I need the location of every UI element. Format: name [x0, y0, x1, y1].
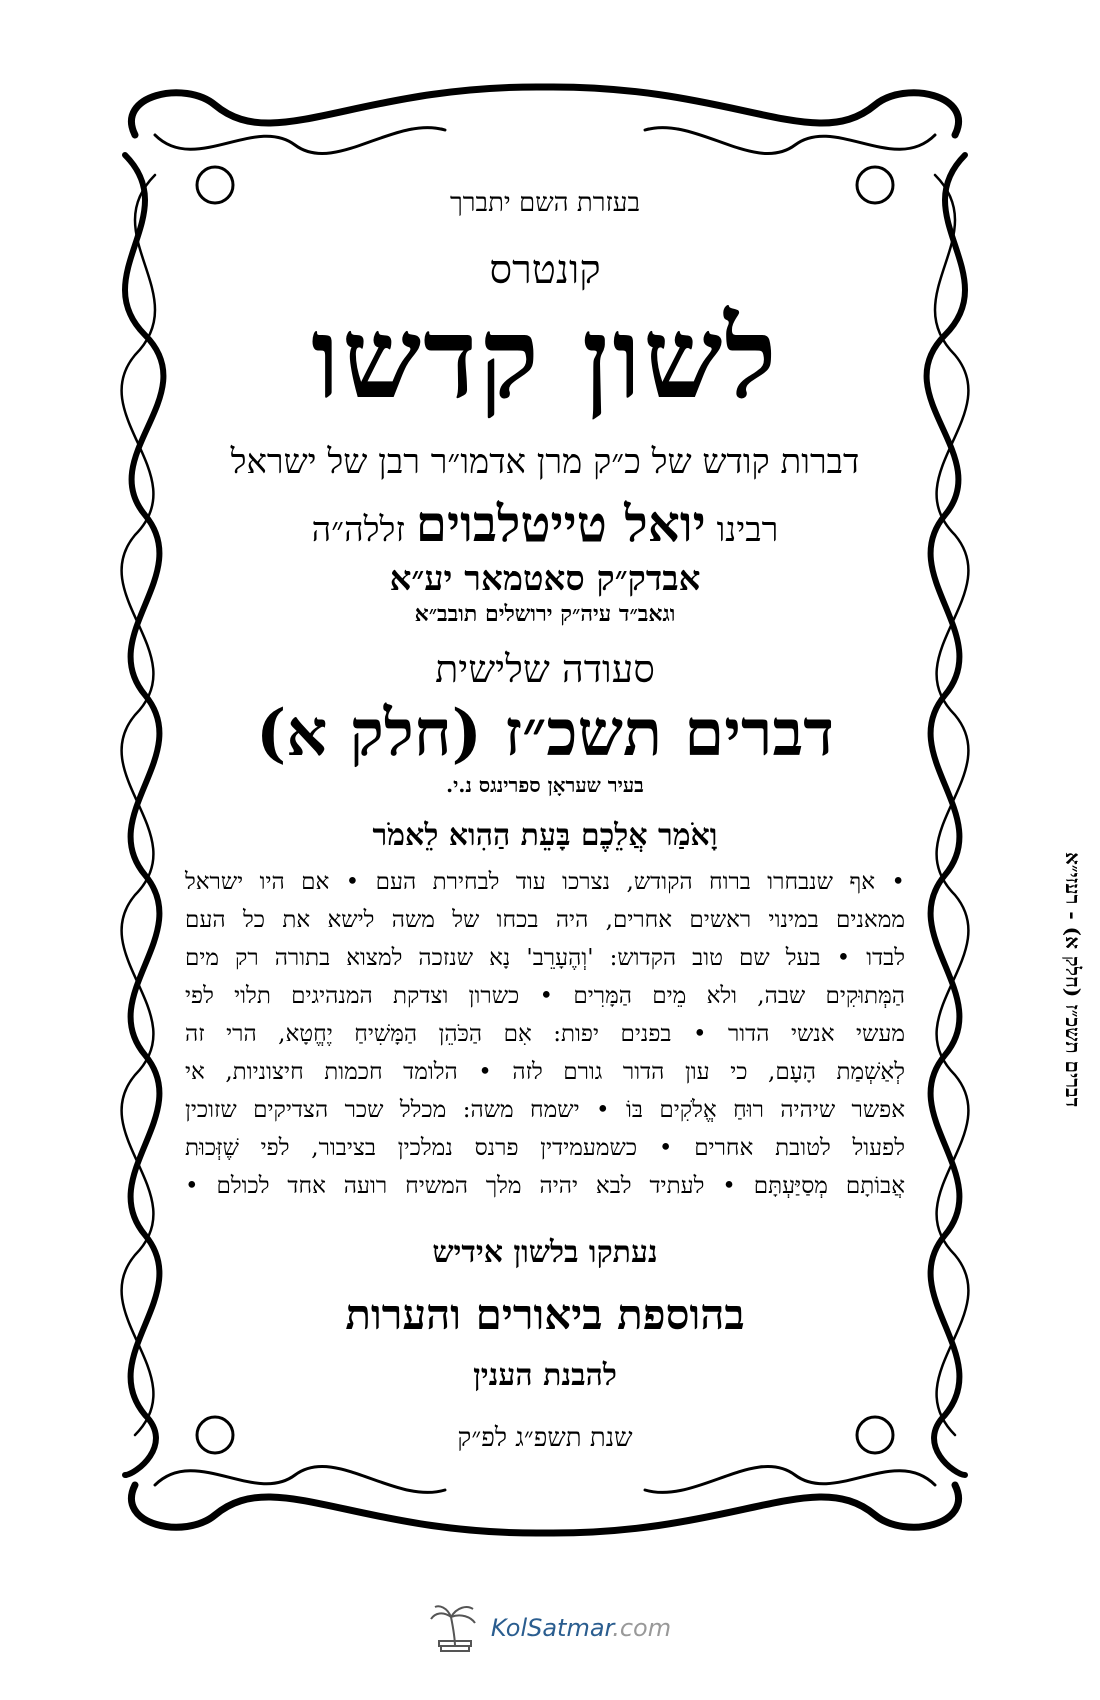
palm-tree-books-icon [429, 1603, 481, 1653]
subtitle: דברות קודש של כ״ק מרן אדמו״ר רבן של ישראל [230, 442, 860, 483]
summary-line: לְאַשְׁמַת הָעָם, כי עון הדור גורם לזה • הלומד חכמות חיצוניות, אי [185, 1059, 905, 1086]
summary-line: הַמְּתוּקִים שבה, ולא מֵים הַמָּרִים • כשרון וצדקת המנהיגים תלוי לפי [185, 983, 905, 1010]
logo-domain: .com [612, 1614, 672, 1642]
summary-line: מעשי אנשי הדור • בפנים יפות: אִם הַכֹּהֵן הַמָּשִׁיחַ יֶחֱטָא, הרי זה [185, 1021, 905, 1048]
additions-note: בהוספת ביאורים והערות [345, 1290, 745, 1340]
rebbe-prefix: רבינו [716, 510, 779, 551]
seuda-label: סעודה שלישית [435, 647, 655, 692]
summary-line: • אף שנבחרו ברוח הקודש, נצרכו עוד לבחירת העם • אם היו ישראל [185, 869, 905, 896]
pasuk-heading: וָאֹמַר אֲלֵכֶם בָּעֵת הַהִוא לֵאמֹר [372, 818, 718, 854]
summary-paragraph [185, 863, 905, 1205]
understanding-note: להבנת הענין [473, 1358, 617, 1394]
translated-note: נעתקו בלשון אידיש [432, 1235, 658, 1271]
logo-text [491, 1614, 671, 1642]
rebbe-line [185, 494, 905, 553]
summary-line: ממאנים במינוי ראשים אחרים, היה בכחו של משה לישא את כל העם [185, 907, 905, 934]
title-page-content [185, 180, 905, 1560]
summary-line: לבדו • בעל שם טוב הקדוש: 'וְהֶעָרֵב' נָא שנזכה למצוא בתורה רק מים [185, 945, 905, 972]
summary-line: אֲבוֹתָם מְסַיַּעְתָּם • לעתיד לבא יהיה מלך המשיח רועה אחד לכולם • [185, 1173, 905, 1200]
logo-brand: KolSatmar [490, 1614, 613, 1642]
kuntres-label: קונטרס [489, 247, 601, 293]
summary-line: לפעול לטובת אחרים • כשמעמידין פרנס נמלכין בציבור, לפי שֶׁזְּכוּת [185, 1135, 905, 1162]
kolsatmar-logo[interactable] [410, 1600, 690, 1656]
rebbe-name: יואל טייטלבוים [415, 494, 706, 554]
rebbe-suffix: זללה״ה [311, 510, 405, 551]
blessing-heading: בעזרת השם יתברך [450, 188, 640, 218]
parsha-title: דברים תשכ״ז (חלק א) [255, 696, 835, 772]
side-running-title: דברים תשכ״ז (חלק א) - רעזי״א [1061, 852, 1085, 1108]
location-label: בעיר שעראָן ספרינגס נ.י. [446, 773, 644, 798]
summary-line: אפשר שיהיה רוּחַ אֱלֹקִים בּוֹ • ישמח משה: מכלל שכר הצדיקים שזוכין [185, 1097, 905, 1124]
main-title: לשון קדשו [311, 293, 779, 424]
rebbe-title-gaav: וגאב״ד עיה״ק ירושלים תובב״א [414, 601, 676, 628]
publication-year: שנת תשפ״ג לפ״ק [457, 1423, 633, 1454]
rebbe-title-av: אבדק״ק סאטמאר יע״א [389, 559, 701, 600]
